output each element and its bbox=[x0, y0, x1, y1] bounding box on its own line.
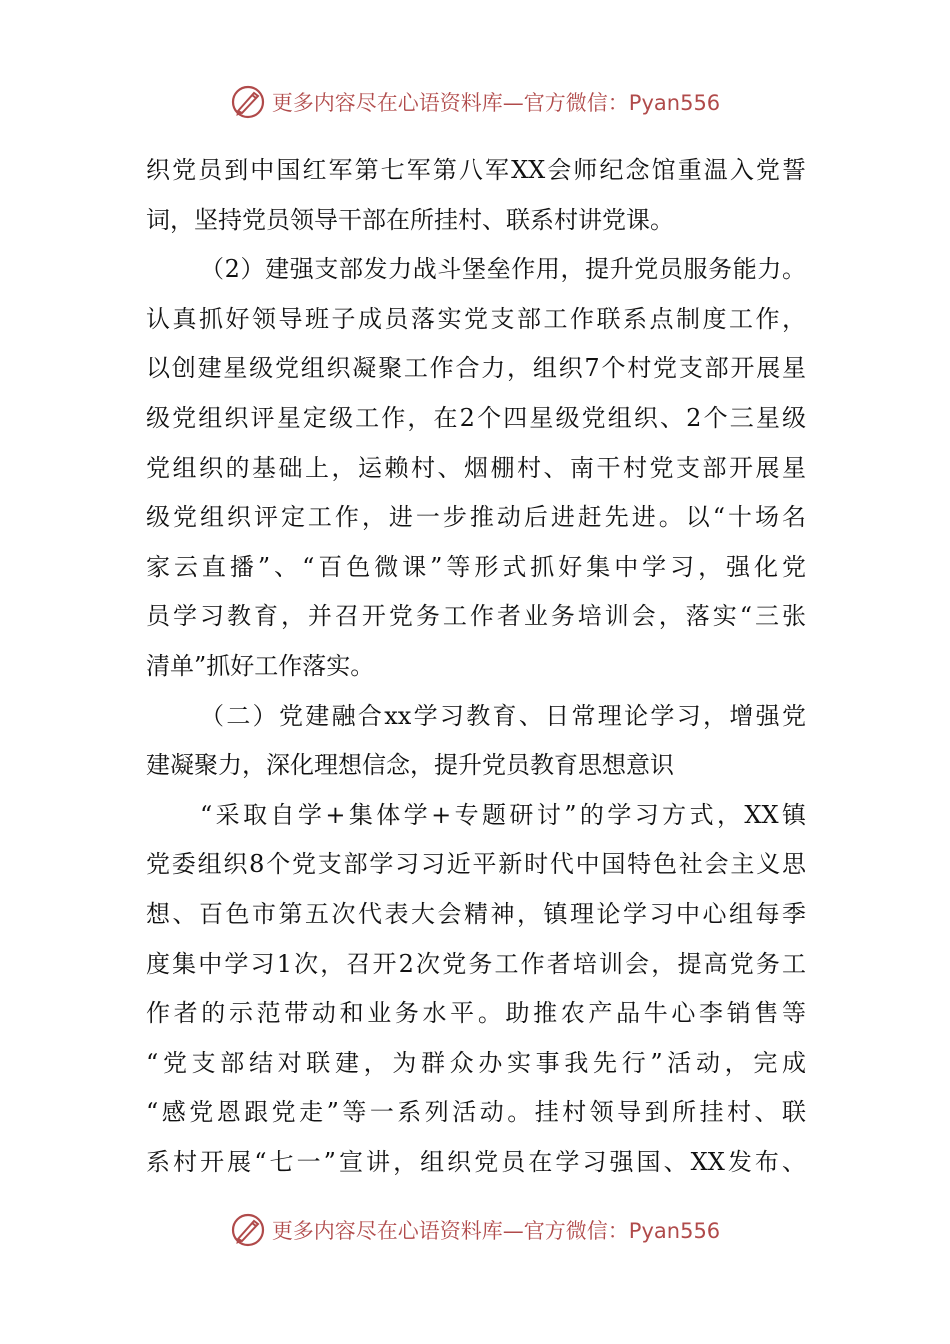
body-line: 想、百色市第五次代表大会精神，镇理论学习中心组每季 bbox=[146, 899, 806, 928]
body-line: “采取自学+集体学+专题研讨”的学习方式，XX镇 bbox=[200, 800, 806, 829]
section-heading-line: 建凝聚力，深化理想信念，提升党员教育思想意识 bbox=[146, 751, 674, 780]
body-line: 级党组织评星定级工作，在2个四星级党组织、2个三星级 bbox=[146, 403, 806, 432]
watermark-footer bbox=[0, 1208, 950, 1252]
body-line: 作者的示范带动和业务水平。助推农产品牛心李销售等 bbox=[146, 999, 806, 1028]
subheading-line: （2）建强支部发力战斗堡垒作用，提升党员服务能力。 bbox=[200, 255, 806, 284]
pen-logo-icon bbox=[230, 84, 266, 120]
body-line: 认真抓好领导班子成员落实党支部工作联系点制度工作， bbox=[146, 304, 806, 333]
body-line: 家云直播”、“百色微课”等形式抓好集中学习，强化党 bbox=[146, 552, 806, 581]
body-line: 织党员到中国红军第七军第八军XX会师纪念馆重温入党誓 bbox=[146, 156, 806, 184]
watermark-text: 更多内容尽在心语资料库—官方微信：Pyan556 bbox=[271, 1219, 721, 1243]
body-line: “党支部结对联建，为群众办实事我先行”活动，完成 bbox=[146, 1048, 806, 1077]
section-heading-line: （二）党建融合xx学习教育、日常理论学习，增强党 bbox=[200, 701, 806, 730]
body-line: 以创建星级党组织凝聚工作合力，组织7个村党支部开展星 bbox=[146, 354, 806, 383]
body-line: 党委组织8个党支部学习习近平新时代中国特色社会主义思 bbox=[146, 850, 806, 879]
body-line: “感党恩跟党走”等一系列活动。挂村领导到所挂村、联 bbox=[146, 1098, 806, 1127]
document-body bbox=[146, 146, 806, 1187]
body-line: 员学习教育，并召开党务工作者业务培训会，落实“三张 bbox=[146, 602, 806, 631]
body-line: 清单”抓好工作落实。 bbox=[146, 651, 375, 680]
watermark-text: 更多内容尽在心语资料库—官方微信：Pyan556 bbox=[271, 91, 721, 115]
body-line: 词，坚持党员领导干部在所挂村、联系村讲党课。 bbox=[146, 205, 674, 234]
pen-logo-icon bbox=[230, 1212, 266, 1248]
body-line: 级党组织评定工作，进一步推动后进赶先进。以“十场名 bbox=[146, 503, 806, 532]
body-line: 系村开展“七一”宣讲，组织党员在学习强国、XX发布、 bbox=[146, 1147, 806, 1176]
body-line: 度集中学习1次，召开2次党务工作者培训会，提高党务工 bbox=[146, 949, 806, 978]
body-line: 党组织的基础上，运赖村、烟棚村、南干村党支部开展星 bbox=[146, 453, 806, 482]
watermark-header bbox=[0, 80, 950, 124]
